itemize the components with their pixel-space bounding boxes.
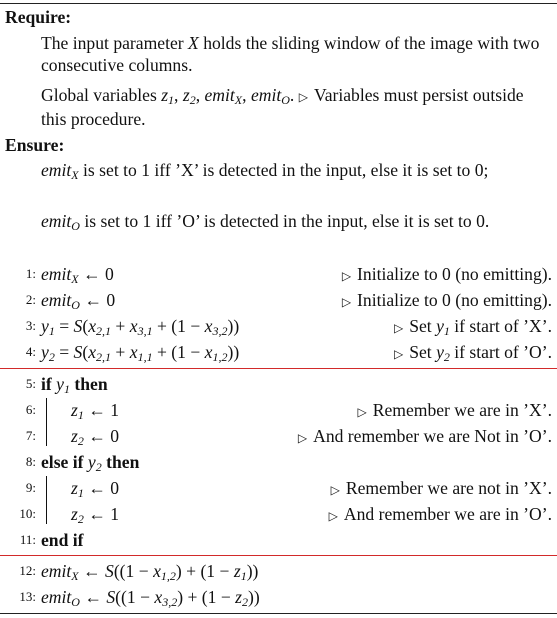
step-12: 12: emit$_X$ ← $S((1 - x_{1,2}) + (1 - z_1))$: [19, 561, 259, 583]
step-11: 11: end if: [19, 530, 84, 550]
step-8: 8: else if $y_2$ then: [25, 452, 140, 474]
step-2: 2: emit$_O$ ← 0 ▷ Initialize to 0 (no emitting).: [25, 290, 552, 312]
separator-1: [0, 368, 557, 369]
ensure-text-2: emit$_O$ is set to 1 iff ’O’ is detected in the input, else it is set to 0.: [41, 211, 490, 233]
require-comment: Variables must persist outside this procedure.: [41, 85, 524, 129]
step-4: 4: $y_2 = S(x_{2,1} + x_{1,1} + (1 - x_{1,2}))$ ▷ Set $y_2$ if start of ’O’.: [25, 342, 552, 364]
require-label: Require:: [5, 7, 72, 27]
step-13: 13: emit$_O$ ← $S((1 - x_{3,2}) + (1 - z_2))$: [19, 587, 260, 609]
bottom-rule: [0, 613, 557, 614]
step-10: 10: $z_2$ ← 1 ▷ And remember we are in ’O’.: [19, 504, 552, 526]
require-text-1: The input parameter X holds the sliding window of the image with two consecutive columns.: [41, 33, 540, 75]
step-5: 5: if $y_1$ then: [25, 374, 108, 396]
ensure-text-1: emit$_X$ is set to 1 iff ’X’ is detected in the input, else it is set to 0;: [41, 160, 489, 182]
top-rule: [0, 3, 557, 4]
separator-2: [0, 555, 557, 556]
step-1: 1: emit$_X$ ← 0 ▷ Initialize to 0 (no emitting).: [25, 264, 552, 286]
step-3: 3: $y_1 = S(x_{2,1} + x_{3,1} + (1 - x_{3,2}))$ ▷ Set $y_1$ if start of ’X’.: [25, 316, 552, 338]
require-text-2: Global variables $z_1$, $z_2$, emit$_X$, emit$_O$. ▷ Variables must persist outside this procedure.: [41, 85, 524, 129]
ensure-label: Ensure:: [5, 135, 65, 155]
step-9: 9: $z_1$ ← 0 ▷ Remember we are not in ’X’.: [25, 478, 552, 500]
step-7: 7: $z_2$ ← 0 ▷ And remember we are Not in ’O’.: [25, 426, 552, 448]
step-6: 6: $z_1$ ← 1 ▷ Remember we are in ’X’.: [25, 400, 552, 422]
